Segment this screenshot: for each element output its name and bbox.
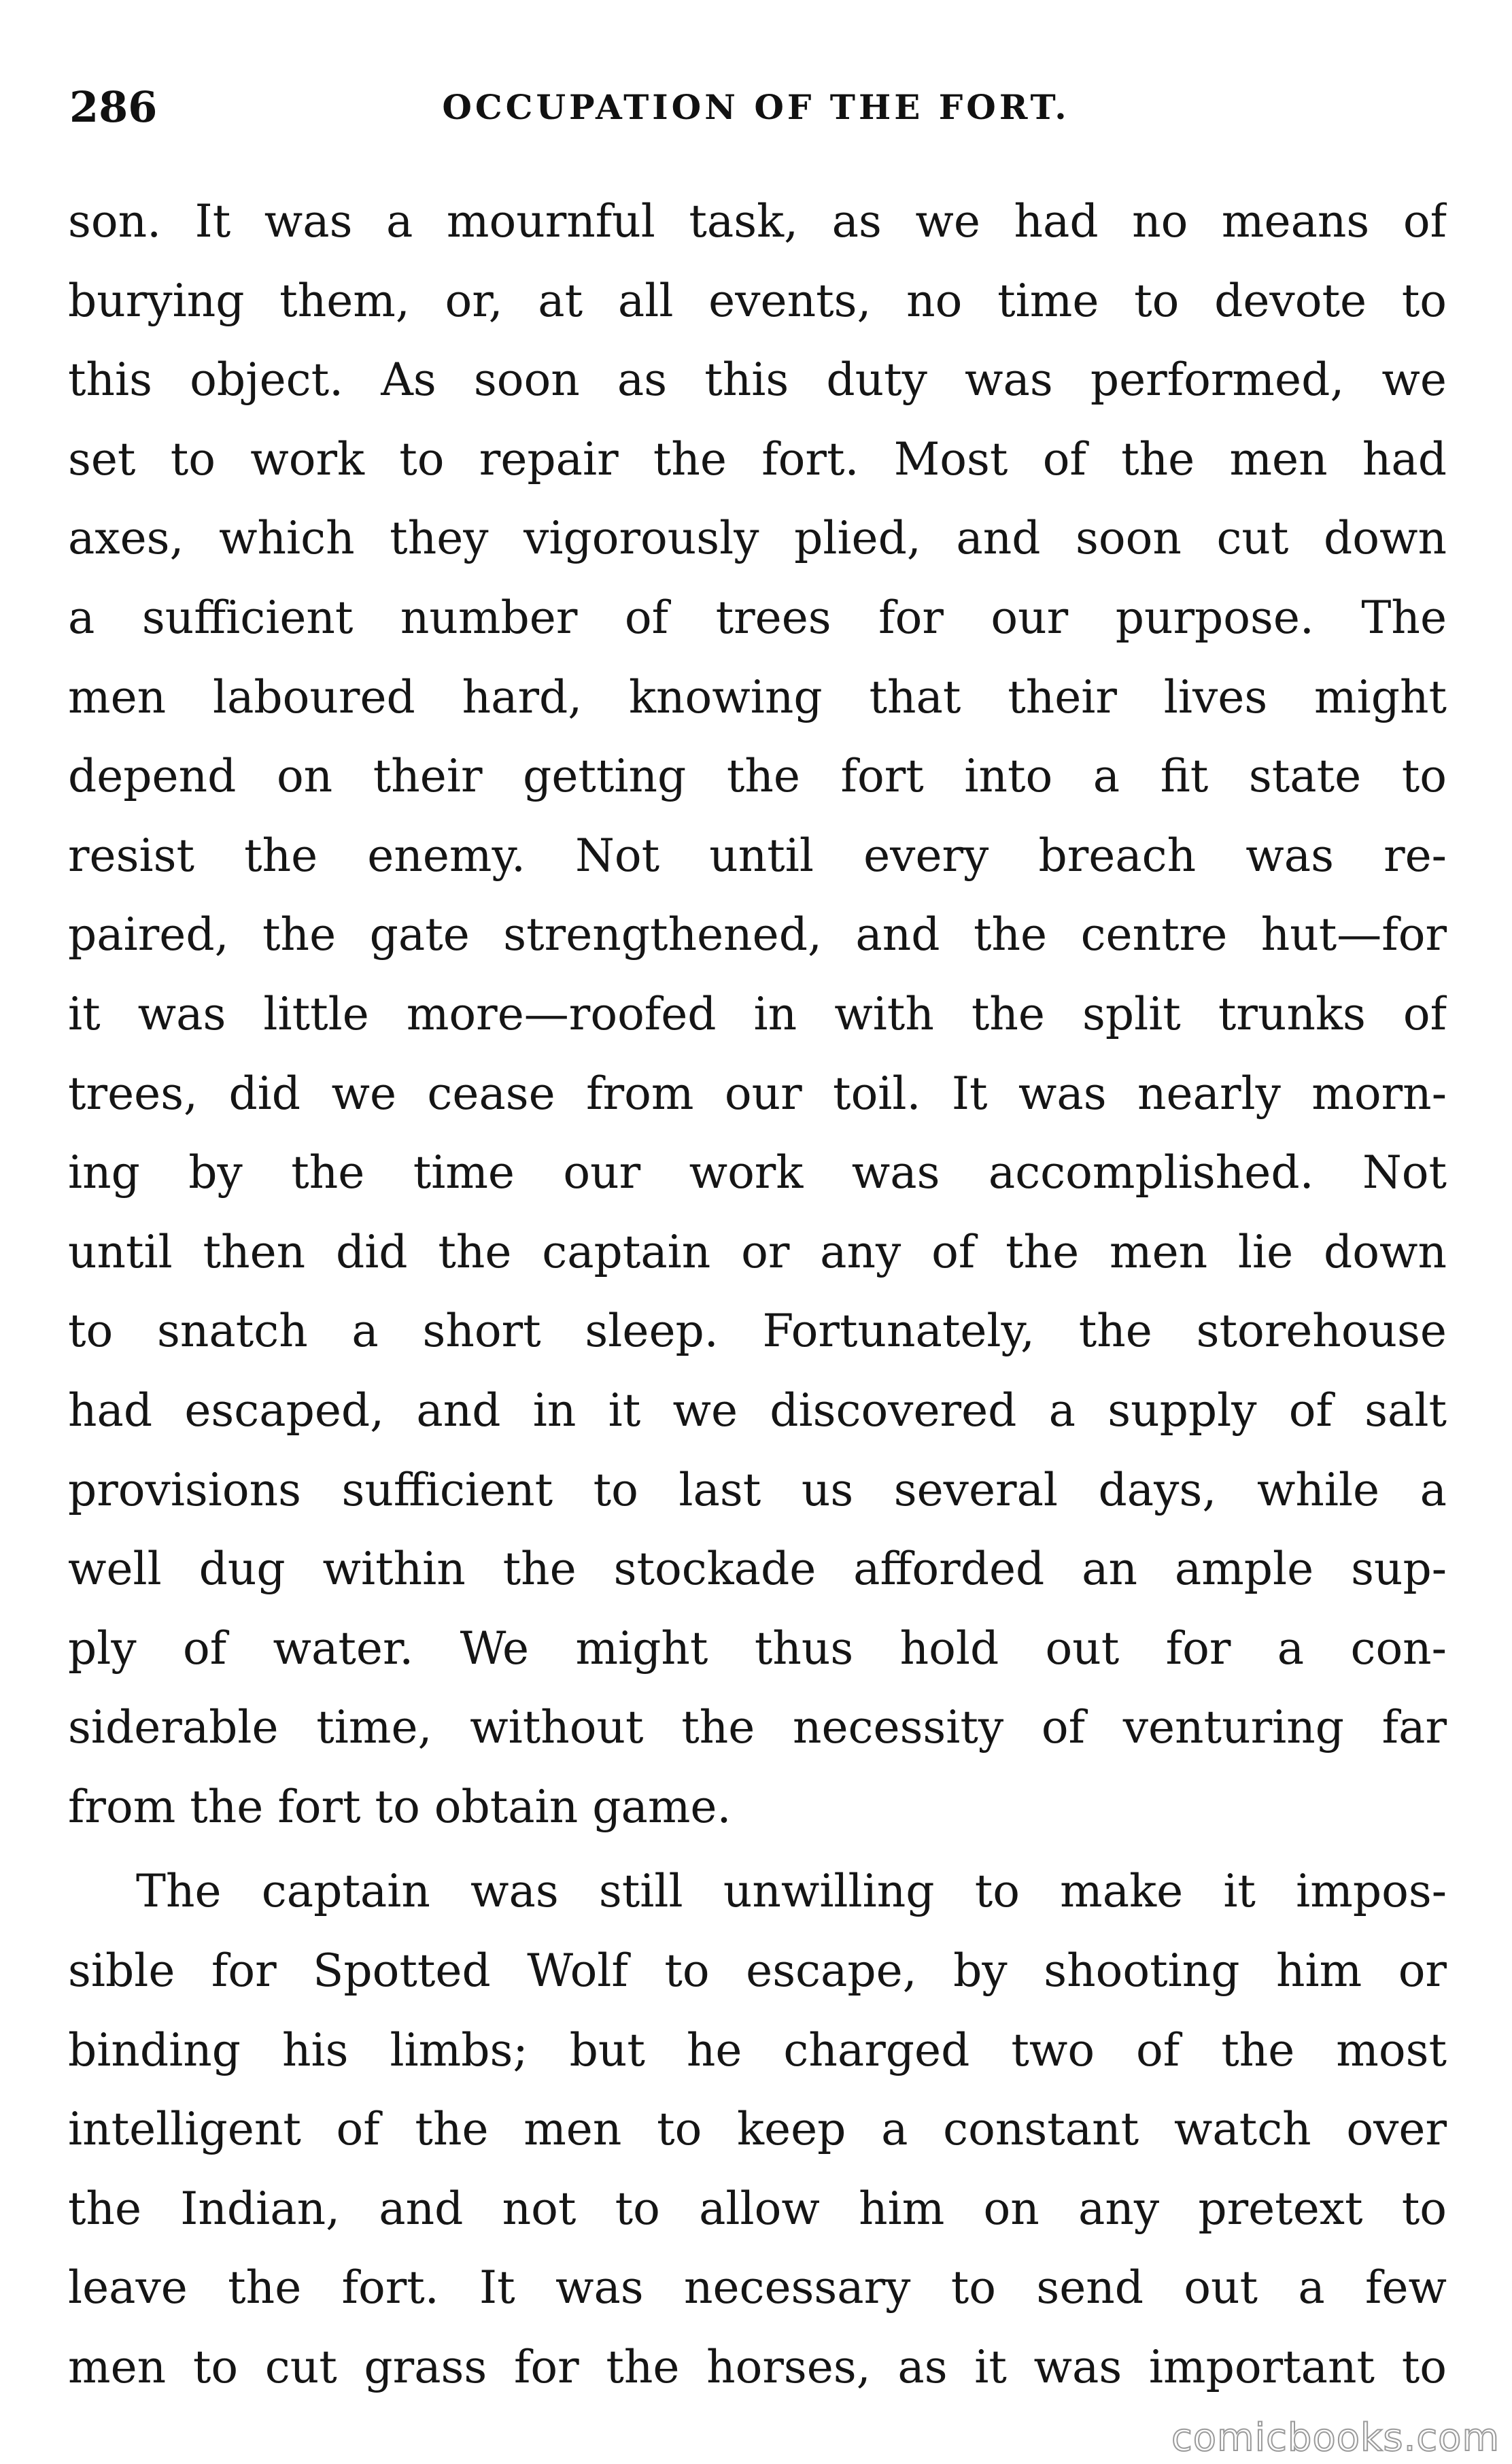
- text-line: depend on their getting the fort into a fit state to: [68, 750, 1447, 803]
- text-line: binding his limbs; but he charged two of the most: [68, 2023, 1447, 2076]
- text-line: ing by the time our work was accomplished. Not: [68, 1146, 1447, 1199]
- text-line: The captain was still unwilling to make it impos-: [136, 1865, 1447, 1918]
- text-line: axes, which they vigorously plied, and soon cut down: [68, 512, 1447, 565]
- body-text: [68, 182, 1447, 2408]
- paragraph-1: [68, 182, 1447, 1847]
- text-line: son. It was a mournful task, as we had no means of: [68, 195, 1447, 247]
- text-line: from the fort to obtain game.: [68, 1780, 732, 1833]
- text-line: until then did the captain or any of the men lie down: [68, 1225, 1447, 1278]
- text-line: resist the enemy. Not until every breach was re-: [68, 829, 1447, 882]
- text-line: provisions sufficient to last us several days, while a: [68, 1463, 1447, 1516]
- text-line: men laboured hard, knowing that their lives might: [68, 670, 1447, 723]
- text-line: the Indian, and not to allow him on any pretext to: [68, 2182, 1447, 2235]
- text-line: a sufficient number of trees for our purpose. The: [68, 591, 1447, 644]
- text-line: ply of water. We might thus hold out for a con-: [68, 1622, 1447, 1675]
- running-title: OCCUPATION OF THE FORT.: [442, 87, 1070, 127]
- text-line: paired, the gate strengthened, and the centre hut—for: [68, 908, 1447, 961]
- text-line: sible for Spotted Wolf to escape, by shooting him or: [68, 1945, 1447, 1998]
- text-line: had escaped, and in it we discovered a supply of salt: [68, 1384, 1447, 1437]
- text-line: men to cut grass for the horses, as it was important to: [68, 2341, 1447, 2394]
- text-line: intelligent of the men to keep a constant watch over: [68, 2103, 1447, 2156]
- running-head: [65, 80, 1447, 135]
- text-line: trees, did we cease from our toil. It was nearly morn-: [68, 1067, 1447, 1120]
- text-line: burying them, or, at all events, no time to devote to: [68, 274, 1447, 327]
- text-line: leave the fort. It was necessary to send out a few: [68, 2261, 1447, 2314]
- text-line: this object. As soon as this duty was performed, we: [68, 354, 1447, 407]
- text-line: it was little more—roofed in with the split trunks of: [68, 987, 1447, 1040]
- text-line: siderable time, without the necessity of venturing far: [68, 1701, 1447, 1754]
- text-line: to snatch a short sleep. Fortunately, the storehouse: [68, 1305, 1447, 1358]
- text-line: well dug within the stockade afforded an ample sup-: [68, 1543, 1447, 1596]
- page-number: 286: [69, 82, 158, 132]
- watermark: comicbooks.com: [1171, 2416, 1500, 2460]
- paragraph-2: [68, 1852, 1447, 2407]
- text-line: set to work to repair the fort. Most of the men had: [68, 432, 1447, 485]
